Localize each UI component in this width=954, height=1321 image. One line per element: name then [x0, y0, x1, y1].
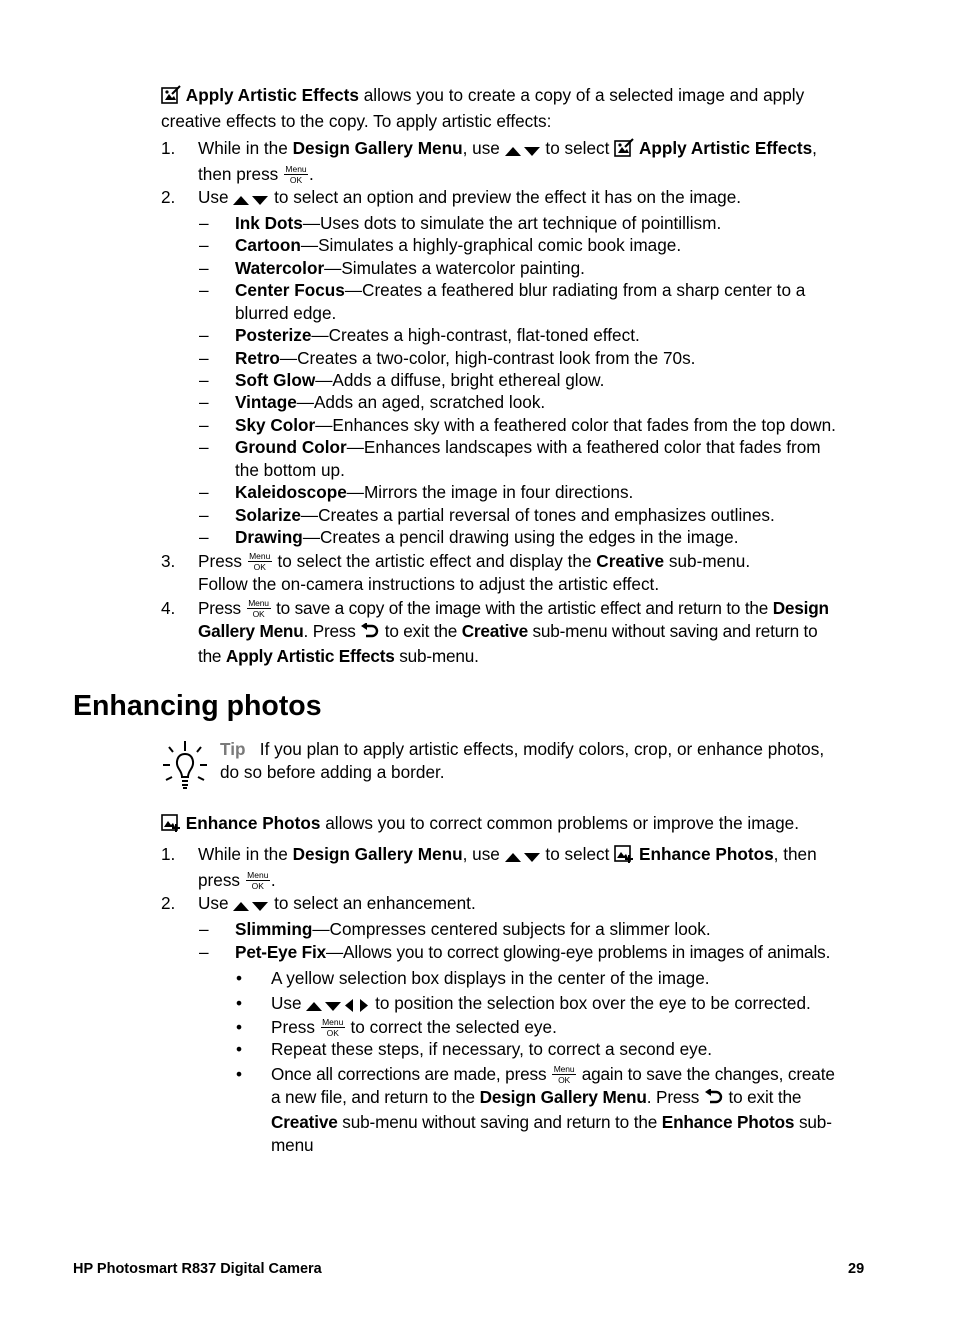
creative-label: Creative — [271, 1112, 338, 1132]
artistic-step-3 — [198, 550, 870, 595]
section-heading: Enhancing photos — [73, 690, 322, 722]
text: to correct the selected eye. — [345, 1017, 557, 1037]
effect-desc: —Adds a diffuse, bright ethereal glow. — [315, 370, 605, 390]
up-down-arrows-icon — [233, 189, 269, 212]
effect-item — [235, 212, 871, 235]
dash-marker: – — [199, 280, 209, 300]
menu-label: Menu — [322, 1017, 344, 1027]
dash-marker: – — [199, 258, 209, 278]
effect-name: Solarize — [235, 505, 301, 525]
effect-desc: —Enhances sky with a feathered color that fades from the top down. — [315, 415, 836, 435]
text: Once all corrections are made, press — [271, 1064, 552, 1084]
menu-label: Menu — [247, 869, 269, 880]
intro-text: allows you to correct common problems or improve the image. — [320, 813, 800, 833]
artistic-step-1 — [198, 137, 870, 185]
text: again to save the changes, create — [577, 1064, 835, 1084]
ok-label: OK — [321, 1027, 345, 1038]
text: Use — [271, 993, 307, 1013]
effect-item — [235, 324, 871, 347]
apply-artistic-effects-label: Apply Artistic Effects — [638, 138, 813, 158]
dash-marker: – — [199, 325, 209, 345]
intro-text: allows you to create a copy of a selected image and apply — [358, 85, 805, 105]
step-number: 3. — [161, 551, 176, 571]
text: Follow the on-camera instructions to adjust the artistic effect. — [198, 573, 660, 594]
ok-label: OK — [246, 880, 270, 891]
effect-item — [235, 391, 871, 414]
menu-ok-icon — [320, 1018, 346, 1038]
text: Press — [198, 598, 246, 618]
effect-desc: blurred edge. — [235, 302, 337, 323]
text: , then — [773, 844, 817, 864]
footer-title: HP Photosmart R837 Digital Camera — [73, 1261, 322, 1277]
design-gallery-menu-label: Design Gallery Menu — [292, 138, 463, 158]
ok-label: OK — [552, 1074, 576, 1085]
enhancement-desc: —Allows you to correct glowing-eye problems in images of animals. — [326, 942, 831, 962]
text: press — [198, 869, 245, 890]
dash-marker: – — [199, 527, 209, 547]
menu-ok-icon — [551, 1065, 577, 1085]
artistic-effects-icon — [614, 138, 634, 163]
intro-text-2: creative effects to the copy. To apply artistic effects: — [161, 110, 552, 131]
creative-label: Creative — [461, 620, 528, 641]
text: While in the — [198, 138, 293, 158]
effect-desc: —Simulates a watercolor painting. — [324, 258, 585, 278]
text: to select — [540, 138, 615, 158]
step-number: 1. — [161, 138, 176, 158]
dash-marker: – — [199, 392, 209, 412]
dash-marker: – — [199, 505, 209, 525]
enhance-step-1 — [198, 843, 870, 891]
four-way-arrows-icon — [306, 995, 370, 1018]
gallery-menu-label: Gallery Menu — [198, 620, 304, 641]
pet-eye-step — [271, 1016, 871, 1039]
menu-label: Menu — [249, 551, 271, 561]
artistic-effects-icon — [161, 85, 181, 110]
effect-item — [235, 234, 871, 257]
effect-desc: —Simulates a highly-graphical comic book image. — [300, 235, 682, 255]
bullet-marker: • — [236, 1064, 243, 1084]
text: to save a copy of the image with the artistic effect and return to the — [271, 598, 773, 618]
effect-name: Ink Dots — [235, 213, 303, 233]
enhance-photos-title: Enhance Photos — [185, 813, 321, 833]
effect-name: Vintage — [235, 392, 297, 412]
effect-item — [235, 481, 871, 504]
effect-name: Cartoon — [235, 235, 301, 255]
pet-eye-step — [271, 992, 871, 1018]
text: . — [309, 163, 314, 184]
enhance-photos-intro — [161, 812, 871, 838]
effect-item — [235, 526, 871, 549]
effect-desc: the bottom up. — [235, 459, 345, 480]
text: , use — [462, 138, 505, 158]
step-number: 2. — [161, 187, 176, 207]
text: sub-menu. — [394, 646, 479, 666]
design-gallery-menu-label: Design Gallery Menu — [479, 1086, 647, 1107]
text: the — [198, 646, 226, 666]
creative-label: Creative — [596, 551, 665, 571]
text: a new file, and return to the — [271, 1086, 480, 1107]
artistic-step-4 — [198, 597, 870, 668]
effect-name: Posterize — [235, 325, 312, 345]
pet-eye-step — [271, 1063, 871, 1156]
effect-desc: —Mirrors the image in four directions. — [346, 482, 634, 502]
effect-item — [235, 369, 871, 392]
page-number: 29 — [848, 1261, 865, 1277]
pet-eye-step: A yellow selection box displays in the center of the image. — [271, 968, 710, 988]
up-down-arrows-icon — [233, 895, 269, 918]
effect-desc: —Creates a high-contrast, flat-toned effect. — [311, 325, 640, 345]
menu-ok-icon — [246, 599, 272, 619]
text: Use — [198, 893, 234, 913]
effect-name: Center Focus — [235, 280, 345, 300]
effect-item — [235, 279, 871, 324]
text: , use — [462, 844, 505, 864]
text: . Press — [646, 1086, 704, 1107]
effect-desc: —Enhances landscapes with a feathered color that fades from — [346, 437, 821, 457]
dash-marker: – — [199, 482, 209, 502]
ok-label: OK — [284, 174, 308, 185]
dash-marker: – — [199, 348, 209, 368]
dash-marker: – — [199, 235, 209, 255]
text: to exit the — [723, 1086, 802, 1107]
bullet-marker: • — [236, 1039, 243, 1059]
enhancement-desc: —Compresses centered subjects for a slimmer look. — [312, 919, 711, 939]
effect-desc: —Uses dots to simulate the art technique of pointillism. — [302, 213, 722, 233]
dash-marker: – — [199, 213, 209, 233]
enhance-photos-label: Enhance Photos — [661, 1112, 795, 1132]
effect-item — [235, 347, 871, 370]
text: sub-menu without saving and return to the — [337, 1112, 662, 1132]
menu-label: Menu — [248, 598, 269, 608]
effect-desc: —Creates a partial reversal of tones and emphasizes outlines. — [300, 505, 775, 525]
pet-eye-step: Repeat these steps, if necessary, to correct a second eye. — [271, 1039, 713, 1059]
dash-marker: – — [199, 942, 209, 962]
enhance-photos-label: Enhance Photos — [638, 844, 774, 864]
menu-ok-icon — [247, 552, 273, 572]
bullet-marker: • — [236, 1017, 243, 1037]
text: to exit the — [380, 620, 462, 641]
effect-desc: —Creates a two-color, high-contrast look from the 70s. — [279, 348, 696, 368]
effect-desc: —Creates a feathered blur radiating from a sharp center to a — [344, 280, 806, 300]
dash-marker: – — [199, 437, 209, 457]
enhance-photos-icon — [161, 813, 181, 838]
effect-name: Kaleidoscope — [235, 482, 347, 502]
effect-name: Soft Glow — [235, 370, 316, 390]
effect-name: Watercolor — [235, 258, 325, 278]
text: . Press — [303, 620, 361, 641]
tip-box — [220, 738, 870, 783]
dash-marker: – — [199, 370, 209, 390]
effect-name: Drawing — [235, 527, 303, 547]
dash-marker: – — [199, 415, 209, 435]
enhancement-item — [235, 918, 871, 941]
text: sub-menu without saving and return to — [527, 620, 818, 641]
effect-item — [235, 436, 871, 481]
text: , — [812, 138, 817, 158]
tip-label: Tip — [220, 739, 246, 759]
text: Press — [198, 551, 247, 571]
menu-ok-icon — [283, 165, 309, 185]
text: to select the artistic effect and display the — [272, 551, 597, 571]
step-number: 2. — [161, 893, 176, 913]
text: to position the selection box over the eye to be corrected. — [370, 993, 811, 1013]
back-arrow-icon — [704, 1089, 724, 1112]
effect-desc: —Adds an aged, scratched look. — [296, 392, 546, 412]
effect-name: Retro — [235, 348, 280, 368]
bullet-marker: • — [236, 968, 243, 988]
text: menu — [271, 1134, 314, 1155]
menu-label: Menu — [285, 163, 307, 174]
apply-artistic-effects-label: Apply Artistic Effects — [225, 646, 395, 666]
effect-desc: —Creates a pencil drawing using the edges in the image. — [302, 527, 739, 547]
artistic-effects-intro — [161, 84, 871, 132]
ok-label: OK — [248, 561, 272, 572]
text: Press — [271, 1017, 320, 1037]
enhancement-name: Pet-Eye Fix — [235, 942, 327, 962]
design-gallery-menu-label: Design Gallery Menu — [292, 844, 463, 864]
text: While in the — [198, 844, 293, 864]
menu-label: Menu — [553, 1064, 575, 1074]
text: to select an option and preview the effect it has on the image. — [269, 187, 742, 207]
bullet-marker: • — [236, 993, 243, 1013]
effect-item — [235, 257, 871, 280]
menu-ok-icon — [245, 871, 271, 891]
artistic-step-2 — [198, 186, 870, 212]
text: sub-menu. — [664, 551, 751, 571]
design-label: Design — [772, 598, 829, 618]
tip-lightbulb-icon — [163, 741, 209, 797]
enhancement-name: Slimming — [235, 919, 313, 939]
up-down-arrows-icon — [505, 846, 541, 869]
text: then press — [198, 163, 284, 184]
text: to select an enhancement. — [269, 893, 476, 913]
dash-marker: – — [199, 919, 209, 939]
step-number: 4. — [161, 598, 176, 618]
step-number: 1. — [161, 844, 176, 864]
enhancement-item — [235, 941, 871, 964]
text: Use — [198, 187, 234, 207]
text: sub- — [794, 1112, 832, 1132]
text: to select — [540, 844, 615, 864]
effect-item — [235, 414, 871, 437]
ok-label: OK — [247, 608, 271, 619]
effect-name: Sky Color — [235, 415, 316, 435]
artistic-effects-title: Apply Artistic Effects — [185, 85, 359, 105]
enhance-step-2 — [198, 892, 870, 918]
tip-text: If you plan to apply artistic effects, modify colors, crop, or enhance photos, — [259, 739, 825, 759]
enhance-photos-icon — [614, 844, 634, 869]
effect-item — [235, 504, 871, 527]
back-arrow-icon — [360, 623, 380, 646]
tip-text: do so before adding a border. — [220, 761, 445, 782]
effect-name: Ground Color — [235, 437, 347, 457]
text: . — [270, 869, 276, 890]
up-down-arrows-icon — [505, 140, 541, 163]
